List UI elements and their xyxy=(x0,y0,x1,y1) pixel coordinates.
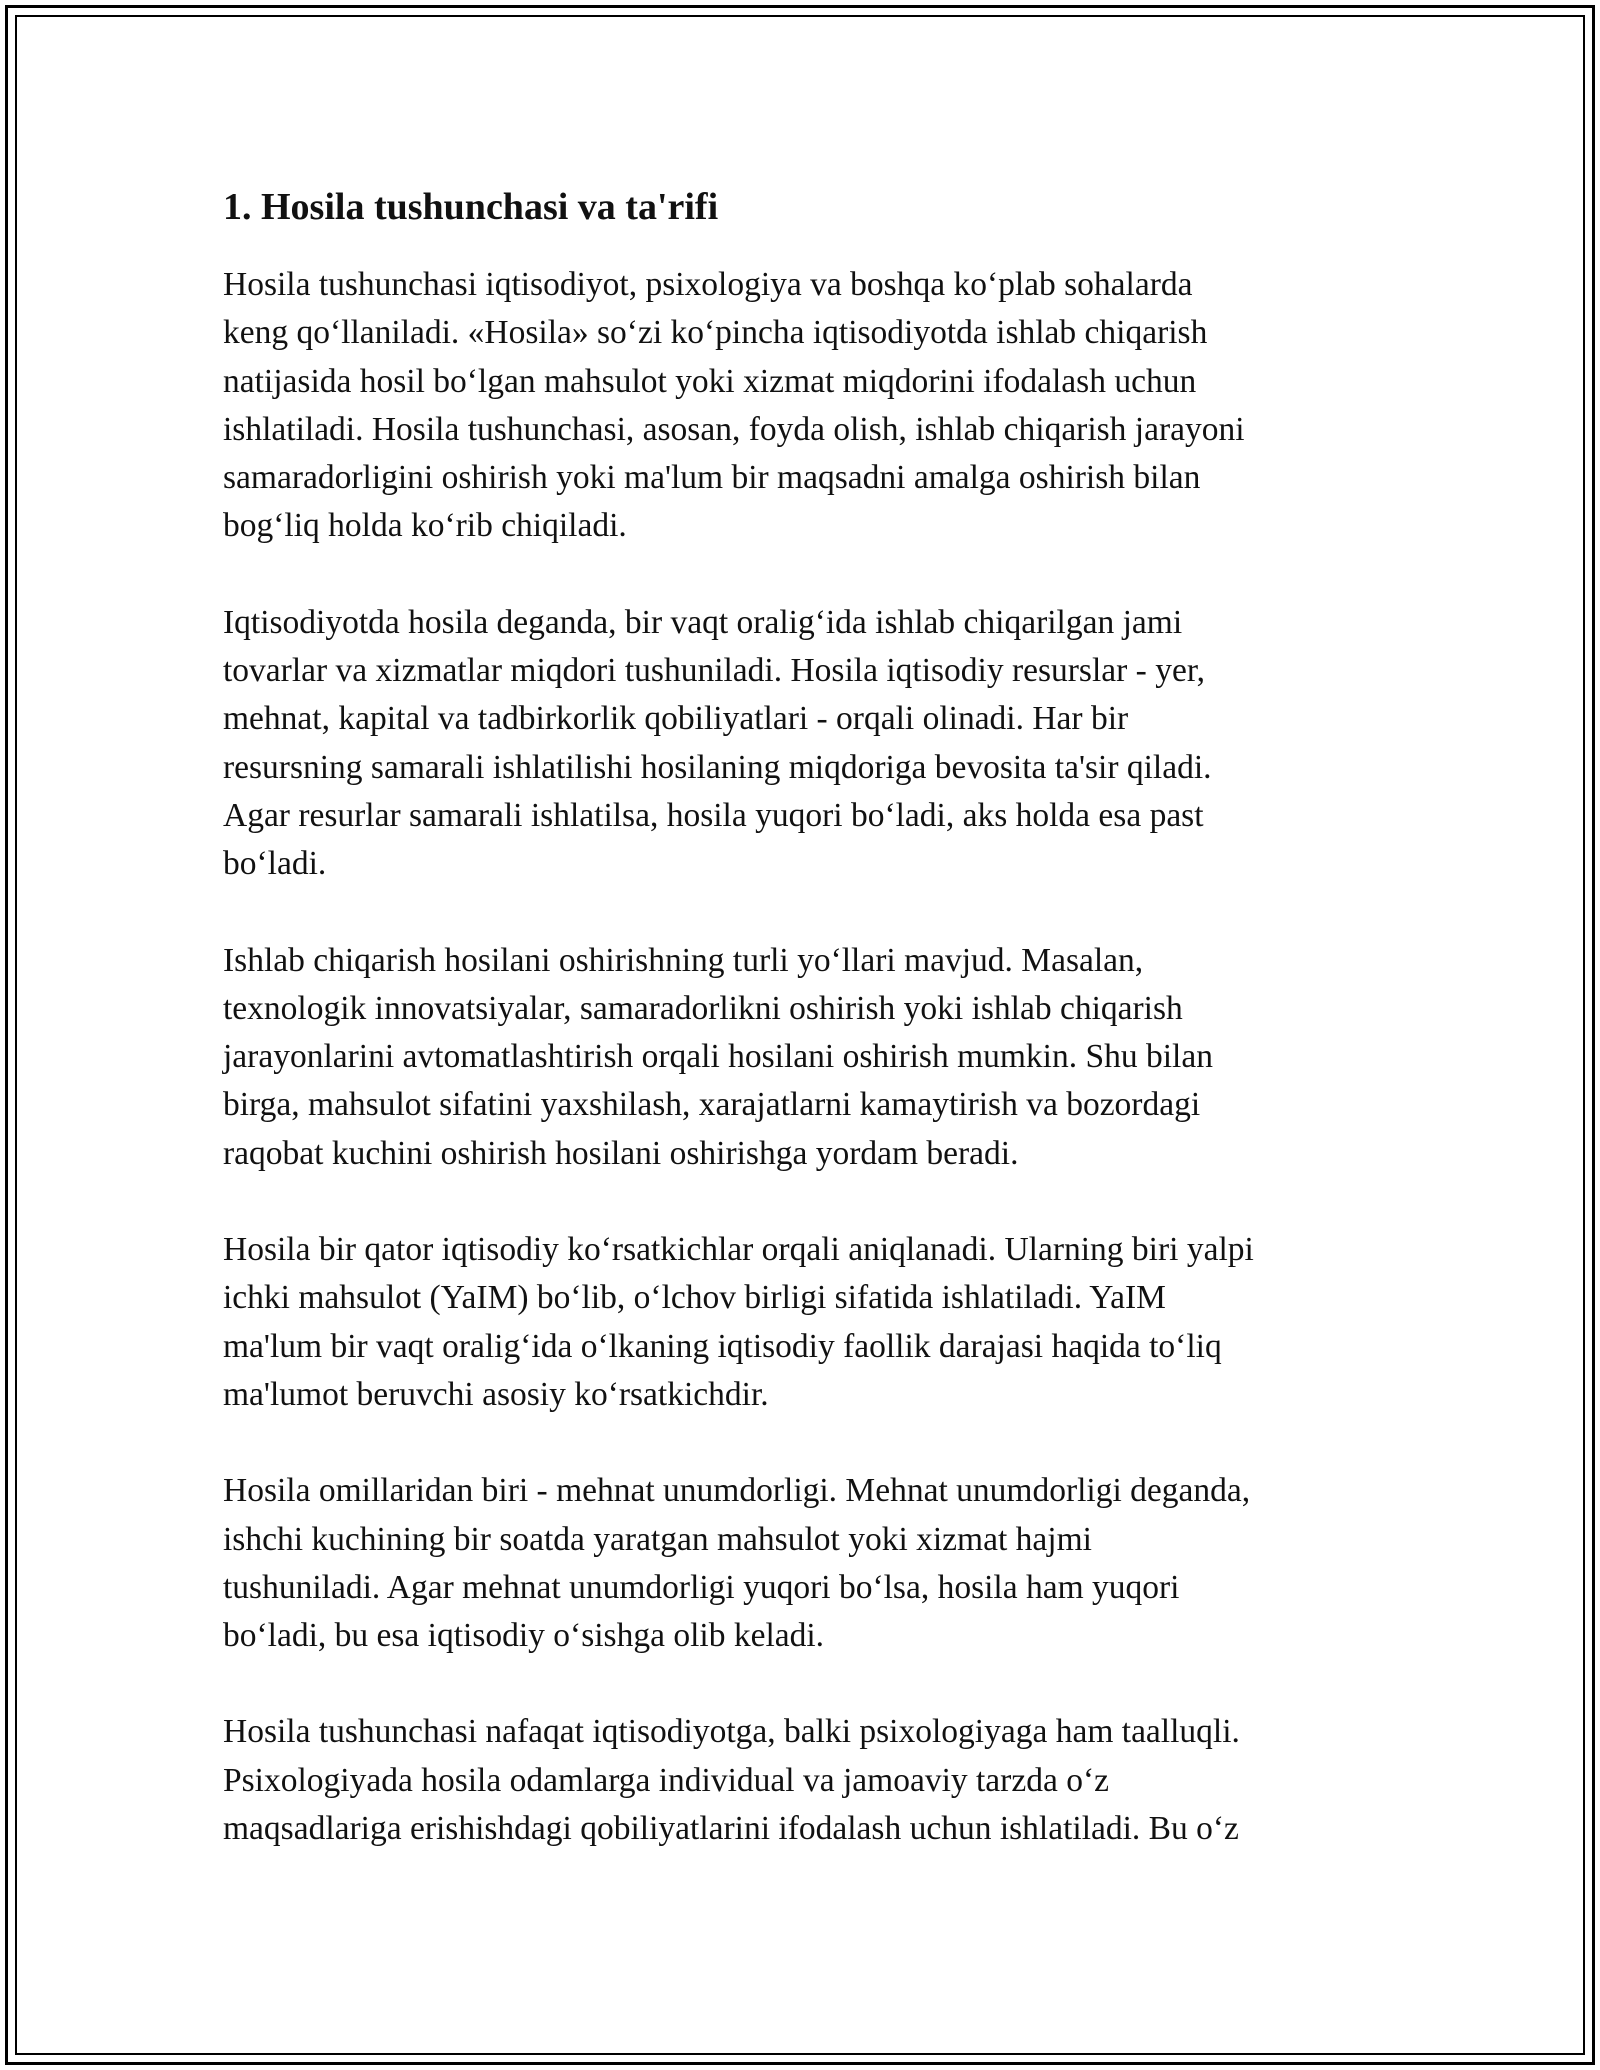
paragraph-3 xyxy=(223,937,1373,1178)
text-line: boʻladi. xyxy=(223,845,327,883)
text-line: ichki mahsulot (YaIM) boʻlib, oʻlchov birligi sifatida ishlatiladi. YaIM xyxy=(223,1279,1166,1317)
text-line: Ishlab chiqarish hosilani oshirishning turli yoʻllari mavjud. Masalan, xyxy=(223,941,1144,979)
text-line: maqsadlariga erishishdagi qobiliyatlarini ifodalash uchun ishlatiladi. Bu oʻz xyxy=(223,1810,1239,1848)
text-line: keng qoʻllaniladi. «Hosila» soʻzi koʻpincha iqtisodiyotda ishlab chiqarish xyxy=(223,314,1208,352)
paragraph-4 xyxy=(223,1226,1373,1419)
text-line: texnologik innovatsiyalar, samaradorlikni oshirish yoki ishlab chiqarish xyxy=(223,989,1183,1027)
text-line: ma'lum bir vaqt oraligʻida oʻlkaning iqtisodiy faollik darajasi haqida toʻliq xyxy=(223,1327,1222,1365)
text-line: mehnat, kapital va tadbirkorlik qobiliyatlari - orqali olinadi. Har bir xyxy=(223,700,1129,738)
text-line: tovarlar va xizmatlar miqdori tushuniladi. Hosila iqtisodiy resurslar - yer, xyxy=(223,652,1206,690)
text-line: jarayonlarini avtomatlashtirish orqali hosilani oshirish mumkin. Shu bilan xyxy=(223,1038,1213,1076)
paragraph-1 xyxy=(223,261,1373,551)
text-line: Psixologiyada hosila odamlarga individual va jamoaviy tarzda oʻz xyxy=(223,1761,1109,1799)
text-line: natijasida hosil boʻlgan mahsulot yoki xizmat miqdorini ifodalash uchun xyxy=(223,362,1197,400)
text-line: Hosila omillaridan biri - mehnat unumdorligi. Mehnat unumdorligi deganda, xyxy=(223,1472,1251,1510)
text-line: Hosila bir qator iqtisodiy koʻrsatkichlar orqali aniqlanadi. Ularning biri yalpi xyxy=(223,1231,1254,1269)
text-line: ma'lumot beruvchi asosiy koʻrsatkichdir. xyxy=(223,1375,769,1413)
text-line: tushuniladi. Agar mehnat unumdorligi yuqori boʻlsa, hosila ham yuqori xyxy=(223,1568,1180,1606)
text-line: boʻladi, bu esa iqtisodiy oʻsishga olib keladi. xyxy=(223,1617,825,1655)
text-line: samaradorligini oshirish yoki ma'lum bir maqsadni amalga oshirish bilan xyxy=(223,459,1201,497)
paragraph-5 xyxy=(223,1467,1373,1660)
document-body xyxy=(223,183,1373,1901)
paragraph-6 xyxy=(223,1708,1373,1853)
paragraph-2 xyxy=(223,599,1373,889)
text-line: Hosila tushunchasi iqtisodiyot, psixologiya va boshqa koʻplab sohalarda xyxy=(223,266,1193,303)
text-line: birga, mahsulot sifatini yaxshilash, xarajatlarni kamaytirish va bozordagi xyxy=(223,1086,1201,1124)
section-heading: 1. Hosila tushunchasi va ta'rifi xyxy=(223,186,719,228)
text-line: Hosila tushunchasi nafaqat iqtisodiyotga, balki psixologiyaga ham taalluqli. xyxy=(223,1713,1240,1751)
text-line: bogʻliq holda koʻrib chiqiladi. xyxy=(223,507,627,545)
text-line: ishchi kuchining bir soatda yaratgan mahsulot yoki xizmat hajmi xyxy=(223,1520,1092,1558)
text-line: raqobat kuchini oshirish hosilani oshirishga yordam beradi. xyxy=(223,1134,1019,1172)
text-line: Agar resurlar samarali ishlatilsa, hosila yuqori boʻladi, aks holda esa past xyxy=(223,796,1204,834)
text-line: Iqtisodiyotda hosila deganda, bir vaqt oraligʻida ishlab chiqarilgan jami xyxy=(223,603,1183,641)
text-line: ishlatiladi. Hosila tushunchasi, asosan, foyda olish, ishlab chiqarish jarayoni xyxy=(223,410,1245,448)
text-line: resursning samarali ishlatilishi hosilaning miqdoriga bevosita ta'sir qiladi. xyxy=(223,748,1212,786)
